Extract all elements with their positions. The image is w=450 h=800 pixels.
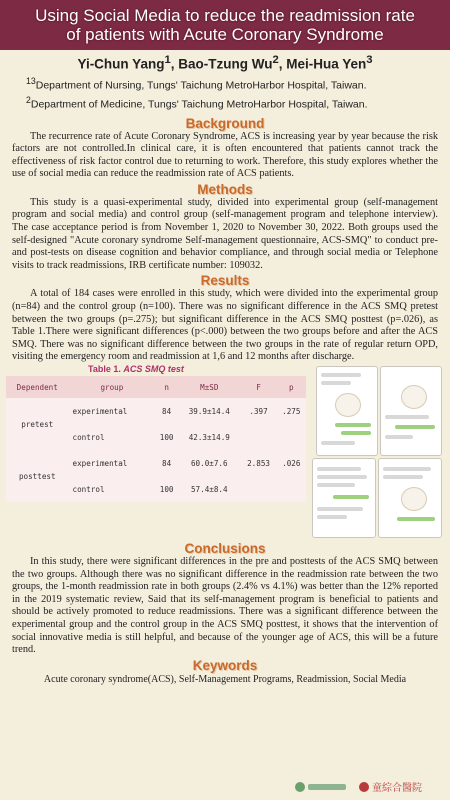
cell-f — [241, 424, 277, 450]
author-3: Mei-Hua Yen — [286, 56, 367, 72]
affiliation-2-sup: 2 — [26, 95, 31, 105]
results-heading: Results — [200, 273, 250, 289]
title-line-2: of patients with Acute Coronary Syndrome — [66, 25, 384, 44]
bunny-sticker-icon — [401, 487, 427, 511]
cell-p: .275 — [277, 398, 306, 424]
acs-smq-table — [6, 376, 306, 502]
background-heading: Background — [185, 115, 265, 131]
table-row — [6, 450, 306, 476]
sticker-icon — [335, 393, 361, 417]
keywords-heading: Keywords — [192, 657, 258, 673]
author-1-sup: 1 — [164, 54, 171, 66]
author-1: Yi-Chun Yang — [77, 56, 165, 72]
cell-dependent: posttest — [6, 450, 69, 502]
title-line-1: Using Social Media to reduce the readmission rate — [35, 6, 415, 25]
cell-p: .026 — [277, 450, 306, 476]
keywords-text: Acute coronary syndrome(ACS), Self-Management Programs, Readmission, Social Media — [43, 673, 407, 685]
conclusions-text: In this study, there were significant differences in the pre and posttests of the ACS SMQ between the two groups. Although there was no significant difference in the readmission rate between the two groups, the 1-month readmission rate in both groups (2.4% vs 4.1%) was better than the 12% reported in the 2019 systematic review, Said that its self-management program is beneficial to patients and should be actively promoted to reduce readmissions. There was a significant difference between the experimental group and the control group in the ACS SMQ posttest, it shows that the intervention of social innovative media is still helpful, and because of the younger age of ACS, this will be a future trend. — [12, 556, 438, 656]
affiliation-1-text: Department of Nursing, Tungs' Taichung MetroHarbor Hospital, Taiwan. — [35, 79, 367, 91]
cell-group: experimental — [69, 450, 156, 476]
table-row — [6, 398, 306, 424]
col-group: group — [69, 376, 156, 398]
cell-n: 100 — [155, 476, 178, 502]
cell-f: .397 — [241, 398, 277, 424]
cell-msd: 57.4±8.4 — [178, 476, 241, 502]
affiliations — [0, 74, 450, 113]
table-title — [88, 364, 184, 374]
cell-msd: 60.0±7.6 — [178, 450, 241, 476]
methods-heading: Methods — [197, 181, 253, 197]
author-2: Bao-Tzung Wu — [178, 56, 273, 72]
cell-f — [241, 476, 277, 502]
author-list: Yi-Chun Yang$^1$, Bao-Tzung Wu$^2$, Mei-Hua Yen$^3$ — [77, 54, 373, 72]
cell-n: 84 — [155, 450, 178, 476]
col-p: p — [277, 376, 306, 398]
author-3-sup: 3 — [366, 54, 373, 66]
col-n: n — [155, 376, 178, 398]
cell-group: control — [69, 476, 156, 502]
poster-title — [8, 6, 442, 44]
table-title-name: ACS SMQ test — [123, 364, 184, 374]
affiliation-1-sup: 13 — [26, 75, 36, 86]
cell-group: experimental — [69, 398, 156, 424]
chat-screenshot-2 — [380, 366, 442, 456]
cell-group: control — [69, 424, 156, 450]
chat-screenshot-3 — [312, 458, 376, 538]
table-header-row — [6, 376, 306, 398]
affiliation-2 — [26, 93, 450, 113]
results-table-area — [0, 364, 450, 540]
cell-dependent: pretest — [6, 398, 69, 450]
results-text: A total of 184 cases were enrolled in this study, which were divided into the experimental group (n=84) and the control group (n=100). There was no significant difference in the ACS SMQ pretest between the two groups (p=.275); but significant difference in the ACS SMQ posttest (p=.026), as Table 1.There were significant differences (p<.000) between the two groups before and after the ACS SMQ. There was no significant difference between the two groups in the rate of regular return OPD, visiting the emergency room and readmission at 1,6 and 12 months after discharge. — [12, 288, 438, 363]
chat-screenshot-4 — [378, 458, 442, 538]
logo-icon — [292, 780, 442, 794]
cell-f: 2.853 — [241, 450, 277, 476]
methods-text: This study is a quasi-experimental study, divided into experimental group (self-management program and social media) and control group (self-management program and telephone interview). The case acceptance period is from November 1, 2020 to November 30, 2022. Both groups used the self-designed "Acute coronary syndrome Self-management questionnaire, ACS-SMQ" to conduct pre- and post-tests on disease cognition and behavior compliance, and through social media or Telephone visits to track readmissions, IRB certificate number: 109032. — [12, 196, 438, 271]
background-text: The recurrence rate of Acute Coronary Syndrome, ACS is increasing year by year because the risk factors are not controlled.In clinical care, it is often encountered that patients cannot track the effectiveness of risk factor control due to returning to work. Therefore, this study explores whether the use of social media can reduce the readmission rate of ACS patients. — [12, 130, 438, 180]
affiliation-2-text: Department of Medicine, Tungs' Taichung MetroHarbor Hospital, Taiwan. — [30, 98, 368, 111]
cell-p — [277, 424, 306, 450]
cell-n: 84 — [155, 398, 178, 424]
chat-screenshot-1 — [316, 366, 378, 456]
hospital-logo-text: 童綜合醫院 — [372, 783, 422, 794]
cell-n: 100 — [155, 424, 178, 450]
col-msd: M±SD — [178, 376, 241, 398]
cell-msd: 39.9±14.4 — [178, 398, 241, 424]
cell-p — [277, 476, 306, 502]
conclusions-heading: Conclusions — [184, 541, 266, 556]
social-media-screenshots — [312, 366, 444, 538]
hospital-logos — [292, 780, 442, 794]
col-f: F — [241, 376, 277, 398]
author-2-sup: 2 — [272, 54, 279, 66]
poster-title-banner — [0, 0, 450, 50]
table-title-prefix: Table 1. — [88, 364, 124, 374]
cell-msd: 42.3±14.9 — [178, 424, 241, 450]
col-dependent: Dependent — [6, 376, 69, 398]
bunny-sticker-icon — [401, 385, 427, 409]
affiliation-1 — [26, 74, 450, 94]
